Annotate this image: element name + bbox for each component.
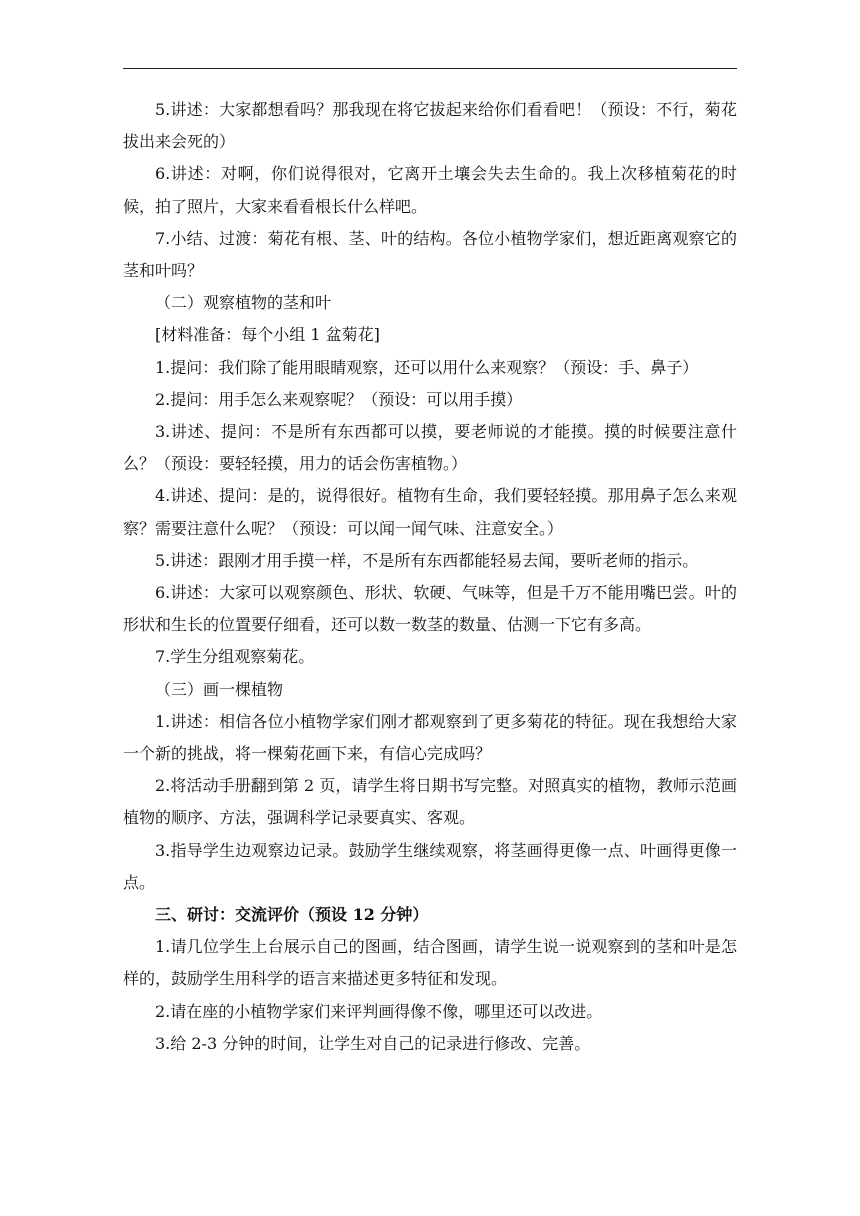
text-line: 4.讲述、提问：是的，说得很好。植物有生命，我们要轻轻摸。那用鼻子怎 — [155, 486, 689, 506]
text-line: 3.给 2-3 分钟的时间，让学生对自己的记录进行修改、完善。 — [155, 1033, 591, 1053]
paragraph — [123, 770, 737, 834]
text-line: 1.讲述：相信各位小植物学家们刚才都观察到了更多菊花的特征。现在我想 — [155, 711, 689, 731]
text-line: 5.讲述：大家都想看吗？那我现在将它拔起来给你们看看吧！（预设：不行， — [155, 100, 705, 119]
text-line: 3.指导学生边观察边记录。鼓励学生继续观察，将茎画得更像一点、叶画得 — [155, 840, 689, 860]
text-line: 示范画植物的顺序、方法，强调科学记录要真实、客观。 — [123, 776, 737, 828]
paragraph — [123, 706, 737, 770]
text-line: 更像一点。 — [123, 840, 737, 892]
subsection-heading — [123, 287, 737, 319]
text-line: 7.小结、过渡：菊花有根、茎、叶的结构。各位小植物学家们，想近距离观 — [155, 228, 689, 248]
text-line: 7.学生分组观察菊花。 — [155, 647, 315, 667]
paragraph — [123, 416, 737, 480]
paragraph — [123, 641, 737, 673]
paragraph — [123, 1028, 737, 1060]
paragraph — [123, 384, 737, 416]
text-line: 察它的茎和叶吗？ — [123, 228, 737, 281]
paragraph — [123, 352, 737, 384]
text-line: 给大家一个新的挑战，将一棵菊花画下来，有信心完成吗？ — [123, 711, 737, 764]
paragraph — [123, 835, 737, 899]
paragraph — [123, 158, 737, 222]
text-line: 1.提问：我们除了能用眼睛观察，还可以用什么来观察？（预设：手、鼻子） — [155, 357, 699, 377]
paragraph — [123, 996, 737, 1028]
text-line: （二）观察植物的茎和叶 — [155, 293, 332, 313]
text-line: 菊花拔出来会死的） — [123, 100, 737, 152]
paragraph — [123, 94, 737, 158]
section-heading — [123, 899, 737, 931]
text-line: [材料准备：每个小组 1 盆菊花] — [155, 325, 380, 345]
paragraph — [123, 319, 737, 351]
paragraph — [123, 931, 737, 995]
text-line: 2.请在座的小植物学家们来评判画得像不像，哪里还可以改进。 — [155, 1001, 603, 1021]
text-line: 三、研讨：交流评价（预设 12 分钟） — [155, 905, 429, 925]
text-line: 叶是怎样的，鼓励学生用科学的语言来描述更多特征和发现。 — [123, 937, 737, 989]
header-rule — [123, 68, 737, 69]
paragraph — [123, 577, 737, 641]
text-line: 5.讲述：跟刚才用手摸一样，不是所有东西都能轻易去闻，要听老师的指示。 — [155, 550, 699, 570]
text-line: 3.讲述、提问：不是所有东西都可以摸，要老师说的才能摸。摸的时候要注 — [155, 422, 705, 442]
text-line: （三）画一棵植物 — [155, 679, 284, 699]
subsection-heading — [123, 674, 737, 706]
document-body — [123, 94, 737, 1060]
paragraph — [123, 480, 737, 544]
text-line: 叶的形状和生长的位置要仔细看，还可以数一数茎的数量、估测一下它有多高。 — [123, 583, 737, 635]
text-line: 么来观察？需要注意什么呢？（预设：可以闻一闻气味、注意安全。） — [123, 486, 737, 538]
text-line: 的时候，拍了照片，大家来看看根长什么样吧。 — [123, 164, 737, 216]
text-line: 2.将活动手册翻到第 2 页，请学生将日期书写完整。对照真实的植物，教师 — [155, 776, 689, 796]
text-line: 6.讲述：大家可以观察颜色、形状、软硬、气味等，但是千万不能用嘴巴尝。 — [155, 583, 705, 603]
text-line: 6.讲述：对啊，你们说得很对，它离开土壤会失去生命的。我上次移植菊花 — [155, 164, 705, 184]
text-line: 意什么？（预设：要轻轻摸，用力的话会伤害植物。） — [123, 422, 737, 474]
text-line: 2.提问：用手怎么来观察呢？（预设：可以用手摸） — [155, 389, 523, 409]
paragraph — [123, 223, 737, 287]
paragraph — [123, 545, 737, 577]
text-line: 1.请几位学生上台展示自己的图画，结合图画，请学生说一说观察到的茎和 — [155, 937, 689, 957]
